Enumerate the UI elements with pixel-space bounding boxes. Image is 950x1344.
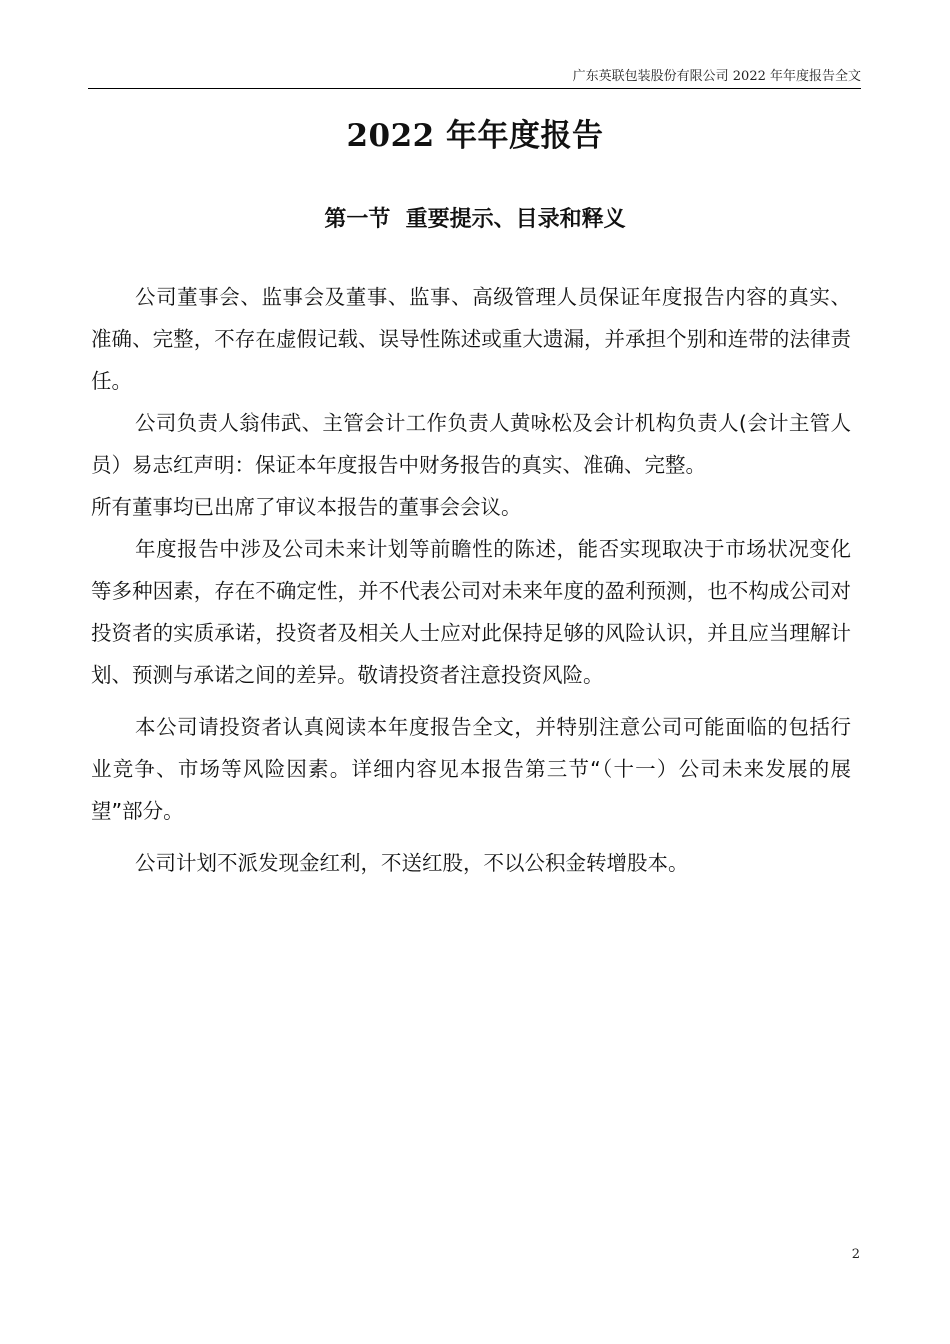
paragraph-financial-statement: 公司负责人翁伟武、主管会计工作负责人黄咏松及会计机构负责人(会计主管人员）易志红声明：保证本年度报告中财务报告的真实、准确、完整。 (91, 411, 851, 477)
running-header-title: 广东英联包装股份有限公司 2022 年年度报告全文 (572, 69, 861, 84)
notice-body (91, 276, 851, 884)
paragraph-risk-factors: 本公司请投资者认真阅读本年度报告全文，并特别注意公司可能面临的包括行业竞争、市场等风险因素。详细内容见本报告第三节“（十一）公司未来发展的展望”部分。 (91, 715, 851, 823)
paragraph-responsibility: 公司董事会、监事会及董事、监事、高级管理人员保证年度报告内容的真实、准确、完整，不存在虚假记载、误导性陈述或重大遗漏，并承担个别和连带的法律责任。 (91, 285, 851, 393)
paragraph-board-attendance: 所有董事均已出席了审议本报告的董事会会议。 (91, 495, 522, 519)
running-header (88, 62, 861, 89)
page-number: 2 (851, 1247, 860, 1262)
section-title: 第一节 重要提示、目录和释义 (324, 207, 626, 232)
report-title: 2022 年年度报告 (346, 118, 604, 154)
paragraph-dividend-plan: 公司计划不派发现金红利，不送红股，不以公积金转增股本。 (135, 851, 689, 875)
paragraph-forward-looking: 年度报告中涉及公司未来计划等前瞻性的陈述，能否实现取决于市场状况变化等多种因素，存在不确定性，并不代表公司对未来年度的盈利预测，也不构成公司对投资者的实质承诺，投资者及相关人士应对此保持足够的风险认识，并且应当理解计划、预测与承诺之间的差异。敬请投资者注意投资风险。 (91, 537, 851, 687)
